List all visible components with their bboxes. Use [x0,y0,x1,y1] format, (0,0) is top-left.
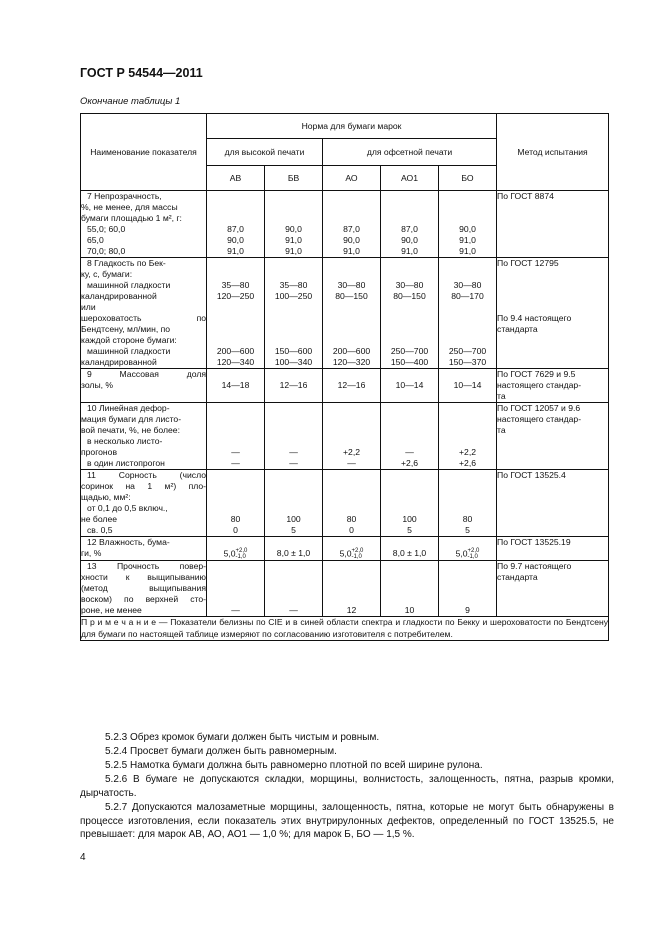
value-cell: 12—16 [323,369,381,403]
indicator-cell: 9 Массовая доля золы, % [81,369,207,403]
grade-header: АВ [207,166,265,191]
value-cell: 90,0 91,0 91,0 [265,191,323,258]
paragraph-5-2-3: 5.2.3 Обрез кромок бумаги должен быть чистым и ровным. [105,732,380,743]
value-cell: 35—80 120—250 200—600 120—340 [207,258,265,369]
value-cell: 100 5 [265,470,323,537]
document-header: ГОСТ Р 54544—2011 [80,66,203,80]
value-cell: 10—14 [439,369,497,403]
value-cell: 5,0 +2,0 -1,0 [323,537,381,561]
method-cell: По ГОСТ 13525.4 [497,470,609,537]
table-row [81,403,609,470]
header-offset-print: для офсетной печати [323,139,497,166]
value-cell: 87,0 90,0 91,0 [207,191,265,258]
value-cell: 9 [439,561,497,617]
value-cell: 10 [381,561,439,617]
indicator-cell: 12 Влажность, бума- ги, % [81,537,207,561]
value-cell: 14—18 [207,369,265,403]
value-cell: 5,0 +2,0 -1,0 [439,537,497,561]
table-caption: Окончание таблицы 1 [80,96,181,107]
method-cell: По ГОСТ 7629 и 9.5 настоящего стандар- та [497,369,609,403]
value-cell: 87,0 90,0 91,0 [323,191,381,258]
value-cell: +2,2 — [323,403,381,470]
value-cell: — [265,561,323,617]
value-cell: 100 5 [381,470,439,537]
table-row [81,369,609,403]
indicator-cell: 7 Непрозрачность, %, не менее, для массы бумаги площадью 1 м², г: 55,0; 60,0 65,0 70,0; 80,0 [81,191,207,258]
indicator-cell: 10 Линейная дефор- мация бумаги для листо- вой печати, %, не более: в несколько листо- прогонов в один листопрогон [81,403,207,470]
indicator-cell: 11 Сорность (число соринок на 1 м²) пло- щадью, мм²: от 0,1 до 0,5 включ., не более св. 0,5 [81,470,206,535]
value-cell: — — [265,403,323,470]
value-cell: 30—80 80—150 200—600 120—320 [323,258,381,369]
indicator-cell: 8 Гладкость по Бек- ку, с, бумаги: машинной гладкости каландрированной или шероховатость по Бендтсену, мл/мин, по каждой стороне бумаги: машинной гладкости каландрированной [81,258,206,367]
table-row [81,191,609,258]
method-cell: По ГОСТ 8874 [497,191,609,258]
header-method: Метод испытания [497,114,609,191]
header-norm: Норма для бумаги марок [207,114,497,139]
header-high-print: для высокой печати [207,139,323,166]
value-cell: 80 5 [439,470,497,537]
table-row [81,561,609,617]
table-row [81,470,609,537]
paragraph-5-2-5: 5.2.5 Намотка бумаги должна быть равномерно плотной по всей ширине рулона. [105,760,483,771]
method-cell: По ГОСТ 12057 и 9.6 настоящего стандар- та [497,403,609,470]
method-cell: По 9.7 настоящего стандарта [497,561,609,617]
value-cell: 90,0 91,0 91,0 [439,191,497,258]
value-cell: 12 [323,561,381,617]
grade-header: БВ [265,166,323,191]
indicator-cell: 13 Прочность повер- хности к выщипыванию (метод выщипывания воском) по верхней сто- роне, не менее [81,561,206,615]
table-row [81,537,609,561]
value-cell: 35—80 100—250 150—600 100—340 [265,258,323,369]
table-note: П р и м е ч а н и е — Показатели белизны по CIE и в синей области спектра и гладкости по Бекку и шероховатости по Бендтсену для бумаги по настоящей таблице измеряют по согласованию изготовителя с потребителем. [81,617,609,639]
value-cell: 8,0 ± 1,0 [265,537,323,561]
value-cell: 8,0 ± 1,0 [381,537,439,561]
value-cell: 10—14 [381,369,439,403]
paragraph-5-2-6: 5.2.6 В бумаге не допускаются складки, морщины, волнистость, залощенность, пятна, разрыв кромки, дырчатость. [80,774,614,799]
grade-header: АО1 [381,166,439,191]
value-cell: — +2,6 [381,403,439,470]
value-cell: 30—80 80—170 250—700 150—370 [439,258,497,369]
method-cell: По ГОСТ 13525.19 [497,537,609,561]
value-cell: +2,2 +2,6 [439,403,497,470]
value-cell: 30—80 80—150 250—700 150—400 [381,258,439,369]
value-cell: 5,0 +2,0 -1,0 [207,537,265,561]
method-cell: По ГОСТ 12795 По 9.4 настоящего стандарта [497,258,609,369]
paragraph-5-2-4: 5.2.4 Просвет бумаги должен быть равномерным. [105,746,337,757]
grade-header: АО [323,166,381,191]
value-cell: 12—16 [265,369,323,403]
value-cell: 80 0 [323,470,381,537]
value-cell: — [207,561,265,617]
value-cell: — — [207,403,265,470]
grade-header: БО [439,166,497,191]
header-indicator: Наименование показателя [81,114,207,191]
properties-table [80,113,609,641]
value-cell: 80 0 [207,470,265,537]
table-note-row [81,617,609,641]
table-row [81,258,609,369]
paragraph-5-2-7: 5.2.7 Допускаются малозаметные морщины, залощенность, пятна, которые не могут быть обнаружены в процессе изготовления, если показатель этих внутрирулонных дефектов, определенный по ГОСТ 13525.5, не превышает: для марок АВ, АО, АО1 — 1,0 %; для марок Б, БО — 1,5 %. [80,802,614,840]
page-number: 4 [80,852,86,863]
value-cell: 87,0 90,0 91,0 [381,191,439,258]
